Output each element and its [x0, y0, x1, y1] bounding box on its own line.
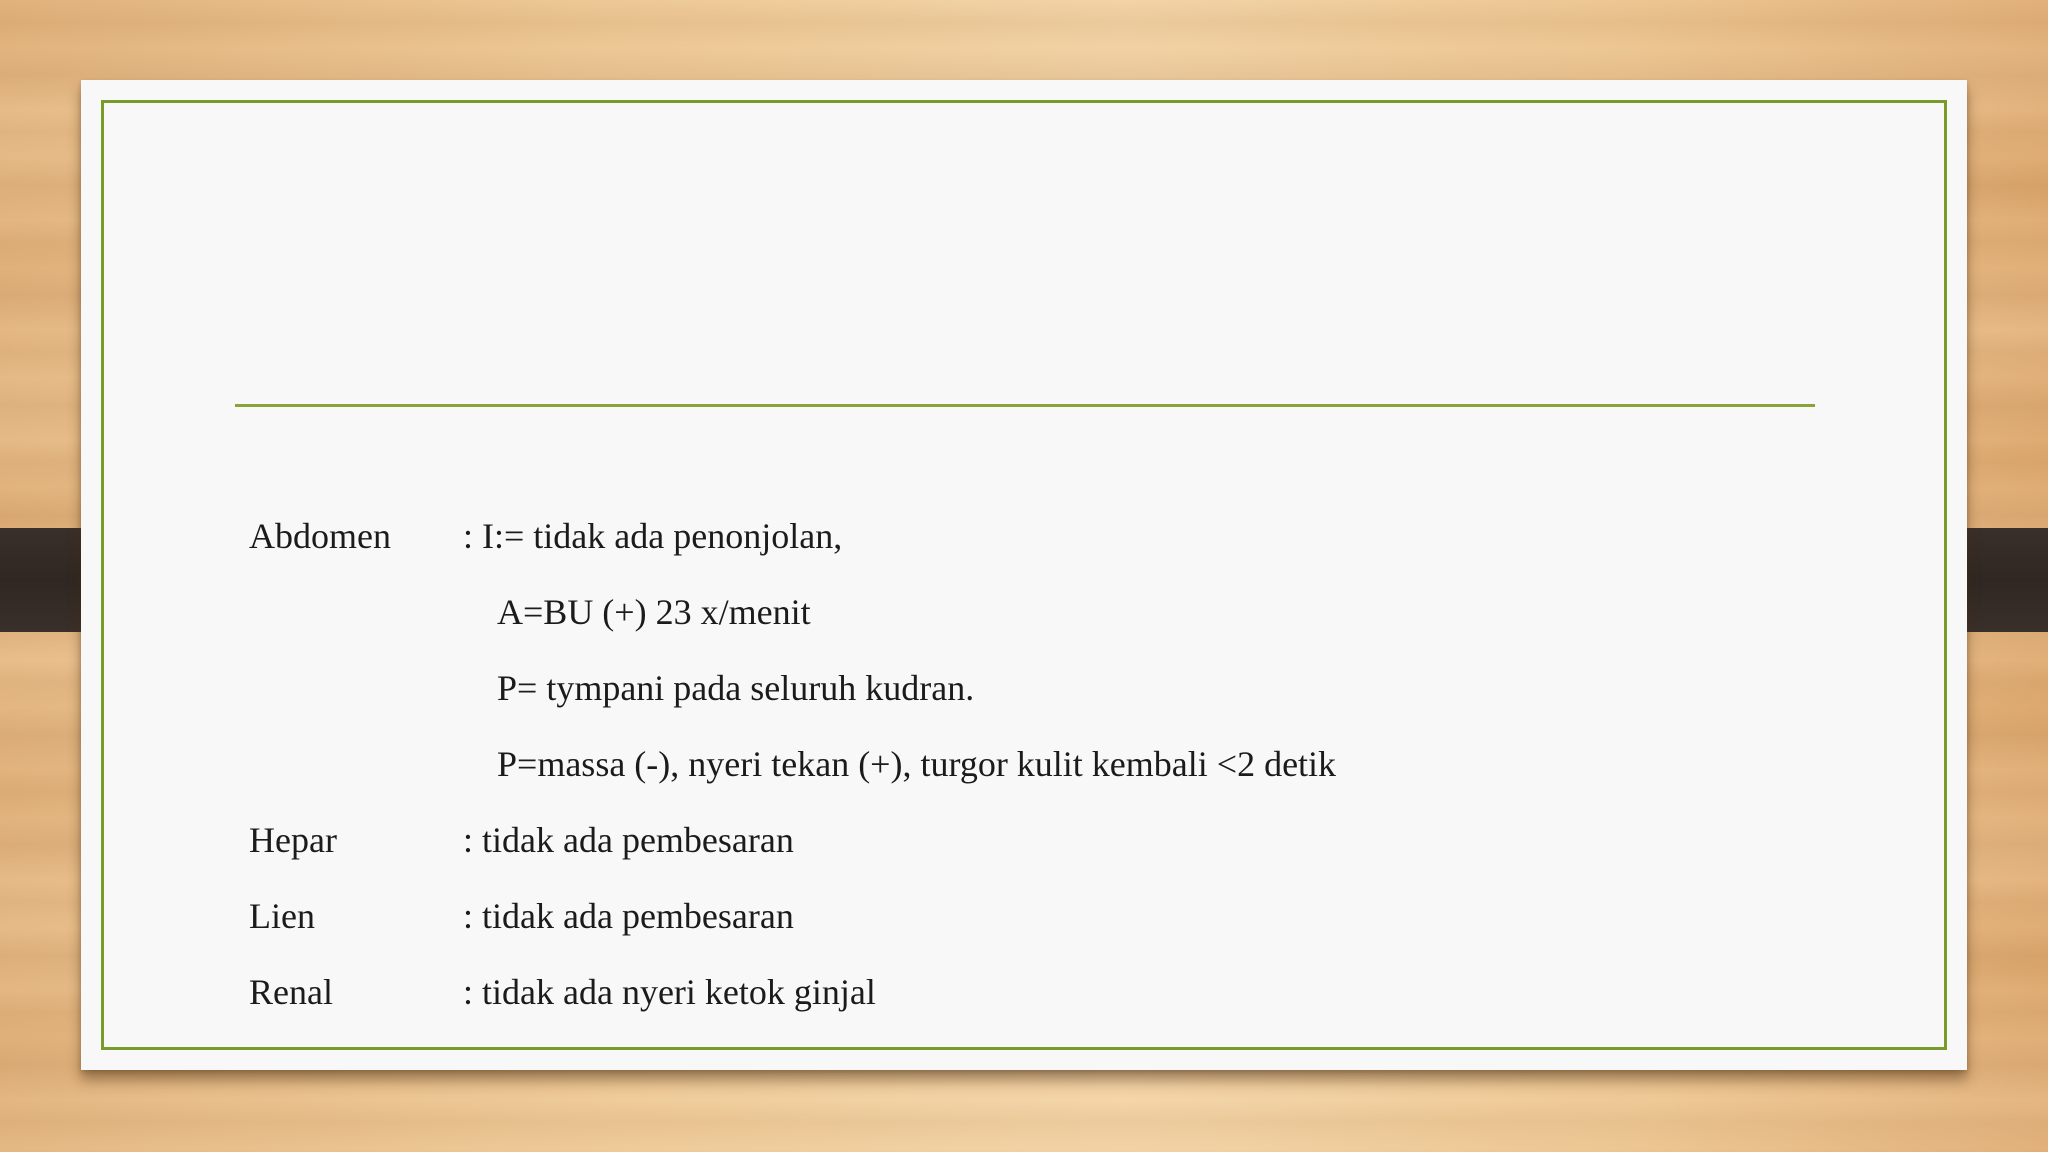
row-value: P= tympani pada seluruh kudran. — [497, 668, 975, 708]
row-value: : I:= tidak ada penonjolan, — [463, 516, 843, 556]
row-label: Lien — [249, 896, 315, 936]
title-divider-line — [235, 404, 1815, 407]
row-label: Abdomen — [249, 516, 391, 556]
row-value: A=BU (+) 23 x/menit — [497, 592, 811, 632]
slide-card — [81, 80, 1967, 1070]
row-label: Renal — [249, 972, 333, 1012]
row-label: Hepar — [249, 820, 337, 860]
row-value: : tidak ada pembesaran — [463, 896, 794, 936]
row-value: : tidak ada nyeri ketok ginjal — [463, 972, 876, 1012]
row-value: P=massa (-), nyeri tekan (+), turgor kulit kembali <2 detik — [497, 744, 1337, 784]
row-value: : tidak ada pembesaran — [463, 820, 794, 860]
slide-frame-border — [101, 100, 1947, 1050]
